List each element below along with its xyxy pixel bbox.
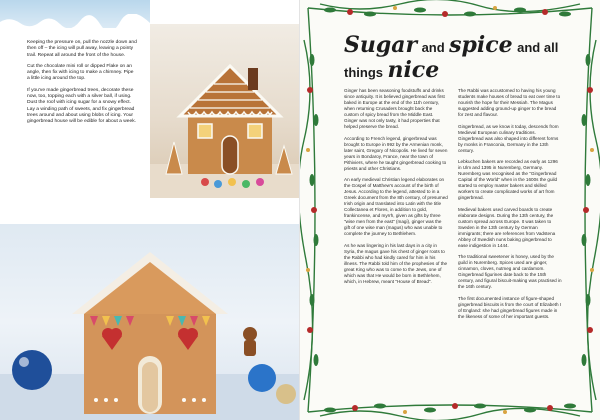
- article-paragraph: Medieval bakers used carved boards to create elaborate designs. During the 13th century, the custom spread across Europe. It was taken to Sweden in the 13th century by German immigrants; there are references from Vadstena Abbey of Swedish nuns baking gingerbread to ease indigestion in 1444.: [458, 206, 556, 248]
- title-and: and: [421, 40, 445, 55]
- gingerbread-house-illustration: [150, 24, 300, 198]
- right-page: [300, 0, 600, 420]
- article-column-right: [458, 88, 562, 325]
- article-paragraph: The first documented instance of figure-shaped gingerbread biscuits is from the court of Elizabeth I of England: she had gingerbread figures made in the likeness of some of her important guests.: [458, 295, 562, 319]
- snow-edge-decoration: [0, 14, 150, 34]
- article-column-left: [344, 88, 448, 290]
- instruction-paragraph: If you've made gingerbread trees, decorate these now, too, topping each with a silver ball, if using. Dust the roof with icing sugar for a snowy effect. Lay a winding path of sweets, and fix gingerbread trees around and about using blobs of icing. Your gingerbread house will be edible for about a week.: [27, 87, 137, 125]
- article-paragraph: The traditional sweetener is honey, used by the guild in Nuremberg. Spices used are ginger, cinnamon, cloves, nutmeg and cardamom. Gingerbread figurines date back to the 15th century, and figural biscuit-making was practised in the 16th century.: [458, 254, 562, 289]
- article-title: [344, 34, 564, 84]
- title-word-spice: spice: [449, 32, 513, 58]
- gingerbread-house-photo-top: [150, 24, 300, 198]
- title-word-sugar: Sugar: [344, 32, 418, 58]
- article-paragraph: The Rabbi was accustomed to having his young students make houses of bread to eat over time to nourish the hope for their Messiah. The Magus suggested adding ground-up ginger to the bread for zest and flavour.: [458, 88, 561, 117]
- article-paragraph: An early medieval Christian legend elaborates on the Gospel of Matthew's account of the birth of Jesus. According to the legend, attested to in a Greek document from the 8th century, of presumed Irish origin and translated into Latin with the title Collectanea et Flores, in addition to gold, frankincense, and myrrh, given as gifts by three "wise men from the east" (magi), ginger was the gift of one wise man (magus) who was unable to complete the journey to Bethlehem.: [344, 177, 448, 236]
- article-paragraph: Lebkuchen bakers are recorded as early as 1296 in Ulm and 1395 in Nuremberg, Germany. Nuremberg was recognised as the "Gingerbread Capital of the World" when in the 1600s the guild started to employ master bakers and skilled workers to create complicated works of art from gingerbread.: [458, 159, 558, 200]
- article-paragraph: Gingerbread, as we know it today, descends from Medieval European culinary traditions. Gingerbread was also shaped into different forms by monks in Franconia, Germany in the 13th century.: [458, 123, 559, 153]
- article-paragraph: As he was lingering in his last days in a city in Syria, the magus gave his chest of ginger roots to the Rabbi who had kindly cared for him in his illness. The Rabbi told him of the prophesies of the great King who was to come to the Jews, one of which was that He would be born in Bethlehem, which, in Hebrew, meant "House of Bread".: [344, 242, 448, 284]
- instructions-text: [27, 40, 137, 131]
- gingerbread-house-closeup-illustration: [0, 224, 300, 420]
- gingerbread-house-photo-bottom: [0, 224, 300, 420]
- article-paragraph: Ginger has been seasoning foodstuffs and drinks since antiquity. It is believed gingerbread was first baked in Europe at the end of the 11th century, when returning Crusaders brought back the custom of spicy bread from the Middle East. Ginger was not only tasty, it had properties that helped preserve the bread.: [344, 88, 445, 129]
- article-paragraph: According to French legend, gingerbread was brought to Europe in 992 by the Armenian monk, later saint, Gregory of Nicopolis. He lived for seven years in Bondaroy, France, near the town of Pithiviers, where he taught gingerbread cooking to priests and other Christians.: [344, 135, 448, 171]
- instruction-paragraph: Cut the chocolate mini roll or dipped Flake on an angle, then fix with icing to make a chimney. Pipe a little icing around the top.: [27, 63, 134, 82]
- instruction-paragraph: Keeping the pressure on, pull the nozzle down and then off – the icing will pull away, leaving a pointy trail. Repeat all around the front of the house.: [27, 40, 137, 58]
- title-things: things: [344, 65, 383, 80]
- title-and-all: and all: [517, 40, 559, 55]
- title-word-nice: nice: [387, 57, 440, 83]
